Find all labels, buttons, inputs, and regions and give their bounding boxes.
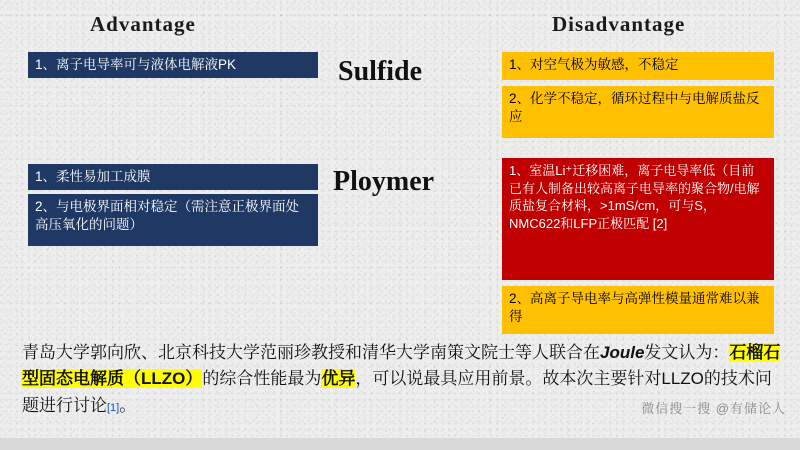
paragraph-part-2: 发文认为： (644, 343, 730, 362)
paragraph-part-3: 的综合性能最为 (202, 369, 322, 389)
journal-name: Joule (600, 343, 645, 362)
highlight-excellent: 优异 (321, 369, 356, 389)
citation-reference: [1] (107, 401, 120, 414)
advantage-polymer-item-1: 1、柔性易加工成膜 (28, 164, 318, 190)
disadvantage-sulfide-item-1: 1、对空气极为敏感，不稳定 (502, 52, 774, 80)
column-header-advantage: Advantage (90, 12, 196, 36)
advantage-sulfide-item-1: 1、离子电导率可与液体电解液PK (28, 52, 318, 78)
paragraph-part-1: 青岛大学郭向欣、北京科技大学范丽珍教授和清华大学南策文院士等人联合在 (22, 343, 600, 362)
watermark-text: 微信搜一搜 @有储论人 (641, 401, 786, 416)
disadvantage-polymer-item-2: 2、高离子导电率与高弹性模量通常难以兼得 (502, 286, 774, 334)
category-label-polymer: Ploymer (333, 166, 435, 197)
bottom-bar (0, 438, 800, 450)
paragraph-part-4: ，可以说最具应用前景。故本次主要针对LLZO的技术问题进行讨论 (22, 369, 772, 415)
paragraph-part-5: 。 (119, 395, 137, 415)
disadvantage-sulfide-item-2: 2、化学不稳定，循环过程中与电解质盐反应 (502, 86, 774, 138)
highlight-llzo: 石榴石型固态电解质（LLZO） (22, 343, 781, 389)
column-header-disadvantage: Disadvantage (552, 12, 686, 36)
advantage-polymer-item-2: 2、与电极界面相对稳定（需注意正极界面处高压氧化的问题） (28, 194, 318, 246)
disadvantage-polymer-item-1: 1、室温Li⁺迁移困难，离子电导率低（目前已有人制备出较高离子电导率的聚合物/电解质盐复合材料，>1mS/cm，可与S，NMC622和LFP正极匹配 [2] (502, 158, 774, 280)
category-label-sulfide: Sulfide (338, 56, 423, 87)
